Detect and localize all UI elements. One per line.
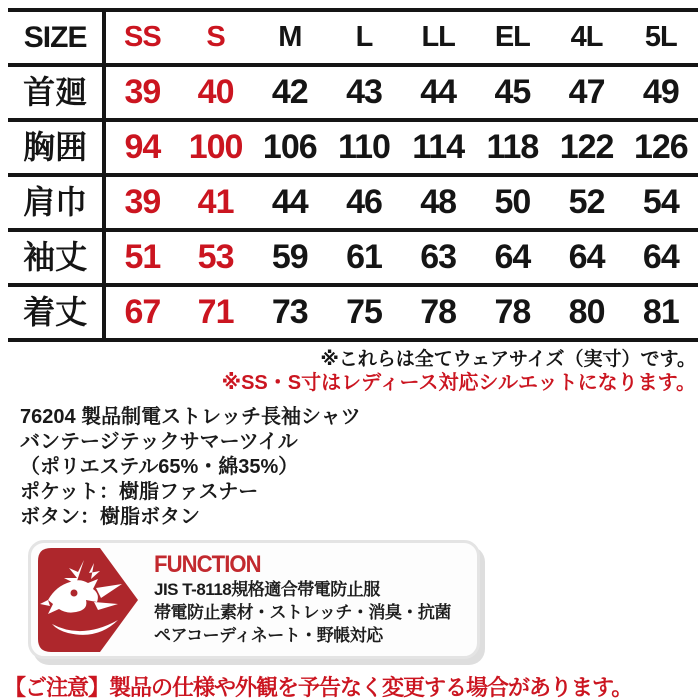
table-cell: 61 — [346, 238, 382, 276]
table-cell: 64 — [642, 238, 679, 276]
table-cell: 41 — [197, 183, 234, 221]
header-s: S — [206, 21, 225, 53]
table-cell: 106 — [262, 128, 317, 166]
function-feature-materials: 帯電防止素材・ストレッチ・消臭・抗菌 — [154, 603, 451, 622]
table-cell: 59 — [271, 238, 308, 276]
product-description — [20, 405, 700, 530]
product-pocket-spec: ポケット：樹脂ファスナー — [20, 481, 259, 503]
size-notes — [0, 349, 696, 395]
table-cell: 63 — [420, 238, 457, 276]
table-cell: 78 — [420, 293, 457, 331]
table-cell: 110 — [338, 128, 390, 166]
table-cell: 54 — [642, 183, 679, 221]
header-m: M — [278, 21, 302, 53]
function-box — [28, 540, 480, 659]
header-ss: SS — [124, 21, 161, 53]
table-cell: 40 — [197, 73, 234, 111]
table-cell: 42 — [271, 73, 308, 111]
table-row-length — [8, 285, 698, 340]
product-composition: （ポリエステル65%・綿35%） — [20, 456, 299, 478]
table-cell: 39 — [124, 73, 161, 111]
table-cell: 64 — [494, 238, 531, 276]
note-wear-size: ※これらは全てウェアサイズ（実寸）です。 — [320, 349, 696, 370]
function-title: FUNCTION — [154, 551, 261, 578]
table-cell: 43 — [346, 73, 382, 111]
table-cell: 47 — [568, 73, 605, 111]
table-row-chest — [8, 120, 698, 175]
table-cell: 52 — [568, 183, 605, 221]
row-label-neck: 首廻 — [8, 65, 104, 120]
note-ladies-silhouette: ※SS・S寸はレディース対応シルエットになります。 — [221, 372, 696, 394]
table-row-neck — [8, 65, 698, 120]
table-cell: 44 — [271, 183, 308, 221]
size-table — [8, 8, 698, 342]
table-cell: 73 — [271, 293, 308, 331]
table-cell: 118 — [486, 128, 539, 166]
table-cell: 122 — [559, 128, 614, 166]
product-fabric: バンテージテックサマーツイル — [20, 431, 298, 453]
table-cell: 126 — [633, 128, 688, 166]
header-5l: 5L — [644, 21, 677, 53]
row-label-chest: 胸囲 — [8, 120, 104, 175]
table-cell: 46 — [346, 183, 382, 221]
table-cell: 75 — [346, 293, 382, 331]
header-4l: 4L — [570, 21, 603, 53]
function-feature-coordinate: ペアコーディネート・野帳対応 — [154, 626, 383, 645]
header-ll: LL — [421, 21, 455, 53]
table-cell: 49 — [642, 73, 679, 111]
header-size-label: SIZE — [8, 10, 104, 65]
table-cell: 100 — [188, 128, 243, 166]
table-cell: 51 — [124, 238, 161, 276]
table-cell: 64 — [568, 238, 605, 276]
table-cell: 81 — [642, 293, 679, 331]
table-cell: 78 — [494, 293, 531, 331]
table-cell: 44 — [420, 73, 457, 111]
header-el: EL — [494, 21, 530, 53]
table-cell: 39 — [124, 183, 161, 221]
header-l: L — [355, 21, 373, 53]
table-cell: 53 — [197, 238, 234, 276]
product-title: 76204 製品制電ストレッチ長袖シャツ — [20, 406, 361, 428]
table-row-sleeve — [8, 230, 698, 285]
table-header-row — [8, 10, 698, 65]
function-feature-jis: JIS T-8118規格適合帯電防止服 — [154, 580, 380, 599]
table-cell: 67 — [124, 293, 161, 331]
caution-note: 【ご注意】製品の仕様や外観を予告なく変更する場合があります。 — [4, 675, 633, 700]
row-label-length: 着丈 — [8, 285, 104, 340]
row-label-sleeve: 袖丈 — [8, 230, 104, 285]
table-cell: 48 — [420, 183, 457, 221]
table-cell: 50 — [494, 183, 531, 221]
table-cell: 45 — [494, 73, 531, 111]
row-label-shoulder: 肩巾 — [8, 175, 104, 230]
table-cell: 80 — [568, 293, 605, 331]
product-button-spec: ボタン：樹脂ボタン — [20, 506, 200, 528]
dragon-icon — [38, 548, 138, 652]
table-cell: 114 — [412, 128, 465, 166]
function-text — [154, 552, 451, 647]
table-cell: 71 — [197, 293, 234, 331]
table-row-shoulder — [8, 175, 698, 230]
table-cell: 94 — [124, 128, 161, 166]
